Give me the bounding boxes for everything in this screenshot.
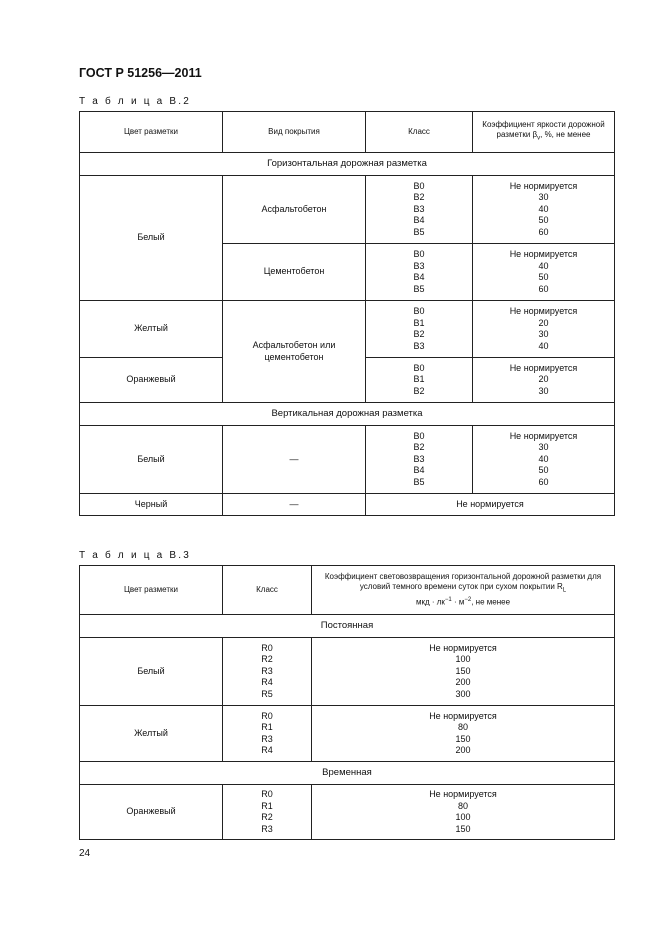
col-header-class: Класс <box>223 566 312 615</box>
color-orange: Оранжевый <box>80 358 223 403</box>
color-yellow: Желтый <box>80 706 223 762</box>
surface-asphalt: Асфальтобетон <box>223 176 366 244</box>
class-list: R0 R1 R2 R3 <box>223 785 312 840</box>
table-b3 <box>79 565 615 840</box>
class-list: B0 B3 B4 B5 <box>366 244 473 301</box>
value-list: Не нормируется 80 150 200 <box>312 706 615 762</box>
section-vertical: Вертикальная дорожная разметка <box>80 403 615 426</box>
surface-asphalt-or-cement: Асфальтобетон или цементобетон <box>223 301 366 403</box>
class-list: B0 B2 B3 B4 B5 <box>366 426 473 494</box>
table-b3-caption: Т а б л и ц а В.3 <box>79 550 191 561</box>
retro-label: Коэффициент световозвращения горизонтальной дорожной разметки для условий темного времени суток при сухом покрытии R <box>324 571 602 591</box>
retro-unit-c: , не менее <box>471 598 511 608</box>
color-white: Белый <box>80 638 223 706</box>
col-header-class: Класс <box>366 112 473 153</box>
brightness-sub: v <box>537 135 541 142</box>
section-permanent: Постоянная <box>80 615 615 638</box>
section-temporary: Временная <box>80 762 615 785</box>
col-header-brightness <box>473 112 615 153</box>
document-header: ГОСТ Р 51256—2011 <box>79 66 202 80</box>
color-white: Белый <box>80 426 223 494</box>
col-header-color: Цвет разметки <box>80 112 223 153</box>
retro-sup1: −1 <box>444 597 452 604</box>
value-list: Не нормируется 30 40 50 60 <box>473 176 615 244</box>
value-list: Не нормируется 40 50 60 <box>473 244 615 301</box>
value-list: Не нормируется 30 40 50 60 <box>473 426 615 494</box>
class-list: B0 B1 B2 B3 <box>366 301 473 358</box>
col-header-color: Цвет разметки <box>80 566 223 615</box>
surface-cement: Цементобетон <box>223 244 366 301</box>
value-list: Не нормируется 20 30 40 <box>473 301 615 358</box>
color-white: Белый <box>80 176 223 301</box>
retro-unit-b: · м <box>451 598 465 608</box>
value-list: Не нормируется 80 100 150 <box>312 785 615 840</box>
class-list: B0 B1 B2 <box>366 358 473 403</box>
not-normed: Не нормируется <box>366 494 615 516</box>
color-yellow: Желтый <box>80 301 223 358</box>
class-list: B0 B2 B3 B4 B5 <box>366 176 473 244</box>
class-list: R0 R1 R3 R4 <box>223 706 312 762</box>
table-b2-caption: Т а б л и ц а В.2 <box>79 96 191 107</box>
retro-unit-a: мкд · лк <box>415 598 445 608</box>
surface-dash: — <box>223 494 366 516</box>
section-horizontal: Горизонтальная дорожная разметка <box>80 153 615 176</box>
page-number: 24 <box>79 848 91 859</box>
table-b2 <box>79 111 615 516</box>
col-header-surface: Вид покрытия <box>223 112 366 153</box>
value-list: Не нормируется 100 150 200 300 <box>312 638 615 706</box>
surface-dash: — <box>223 426 366 494</box>
retro-sup2: −2 <box>464 597 472 604</box>
col-header-retroreflection <box>312 566 615 615</box>
color-black: Черный <box>80 494 223 516</box>
retro-sub: L <box>562 587 567 594</box>
brightness-unit: , %, не менее <box>540 130 591 140</box>
class-list: R0 R2 R3 R4 R5 <box>223 638 312 706</box>
brightness-label: Коэффициент яркости дорожной разметки β <box>482 120 605 140</box>
color-orange: Оранжевый <box>80 785 223 840</box>
value-list: Не нормируется 20 30 <box>473 358 615 403</box>
